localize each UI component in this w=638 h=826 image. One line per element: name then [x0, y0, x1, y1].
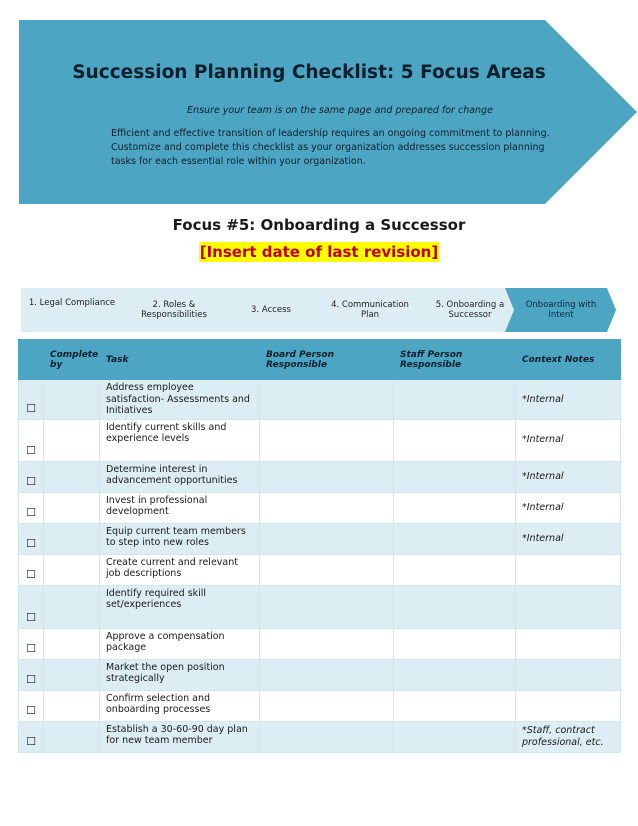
header-checkbox	[19, 340, 44, 380]
step-1-label[interactable]: 1. Legal Compliance	[28, 298, 116, 308]
notes-cell[interactable]	[516, 690, 621, 721]
complete-by-cell[interactable]	[44, 380, 100, 420]
complete-by-cell[interactable]	[44, 690, 100, 721]
board-person-cell[interactable]	[260, 419, 394, 461]
board-person-cell[interactable]	[260, 523, 394, 554]
header-context-notes: Context Notes	[516, 340, 621, 380]
revision-date-placeholder[interactable]: [Insert date of last revision]	[199, 243, 439, 261]
task-cell: Equip current team members to step into new roles	[100, 523, 260, 554]
task-checkbox[interactable]: ☐	[19, 585, 44, 628]
table-row	[19, 380, 621, 420]
task-checkbox[interactable]: ☐	[19, 492, 44, 523]
table-row	[19, 628, 621, 659]
complete-by-cell[interactable]	[44, 554, 100, 585]
step-5-label[interactable]: 5. Onboarding a Successor	[435, 300, 505, 320]
complete-by-cell[interactable]	[44, 628, 100, 659]
task-checkbox[interactable]: ☐	[19, 419, 44, 461]
staff-person-cell[interactable]	[394, 492, 516, 523]
notes-cell[interactable]: *Internal	[516, 461, 621, 492]
complete-by-cell[interactable]	[44, 721, 100, 752]
table-row	[19, 585, 621, 628]
task-checkbox[interactable]: ☐	[19, 659, 44, 690]
task-checkbox[interactable]: ☐	[19, 380, 44, 420]
board-person-cell[interactable]	[260, 659, 394, 690]
table-row	[19, 721, 621, 752]
table-header-row	[19, 340, 621, 380]
complete-by-cell[interactable]	[44, 492, 100, 523]
notes-cell[interactable]: *Internal	[516, 419, 621, 461]
task-cell: Determine interest in advancement opportunities	[100, 461, 260, 492]
step-3-label[interactable]: 3. Access	[251, 305, 291, 315]
task-cell: Establish a 30-60-90 day plan for new team member	[100, 721, 260, 752]
board-person-cell[interactable]	[260, 380, 394, 420]
checklist-table	[18, 339, 621, 753]
banner-description: Efficient and effective transition of leadership requires an ongoing commitment to planning. Customize and complete this checklist as your organization addresses succession planning tasks for each essential role within your organization.	[111, 128, 550, 167]
task-cell: Approve a compensation package	[100, 628, 260, 659]
task-checkbox[interactable]: ☐	[19, 628, 44, 659]
complete-by-cell[interactable]	[44, 523, 100, 554]
task-checkbox[interactable]: ☐	[19, 690, 44, 721]
notes-cell[interactable]: *Internal	[516, 380, 621, 420]
task-cell: Confirm selection and onboarding processes	[100, 690, 260, 721]
table-row	[19, 461, 621, 492]
complete-by-cell[interactable]	[44, 659, 100, 690]
task-cell: Market the open position strategically	[100, 659, 260, 690]
task-checkbox[interactable]: ☐	[19, 461, 44, 492]
board-person-cell[interactable]	[260, 461, 394, 492]
table-row	[19, 554, 621, 585]
complete-by-cell[interactable]	[44, 419, 100, 461]
staff-person-cell[interactable]	[394, 690, 516, 721]
board-person-cell[interactable]	[260, 690, 394, 721]
staff-person-cell[interactable]	[394, 380, 516, 420]
notes-cell[interactable]	[516, 585, 621, 628]
complete-by-cell[interactable]	[44, 461, 100, 492]
task-checkbox[interactable]: ☐	[19, 523, 44, 554]
table-row	[19, 419, 621, 461]
staff-person-cell[interactable]	[394, 659, 516, 690]
board-person-cell[interactable]	[260, 628, 394, 659]
task-cell: Invest in professional development	[100, 492, 260, 523]
header-staff-person: Staff Person Responsible	[394, 340, 516, 380]
task-cell: Create current and relevant job descriptions	[100, 554, 260, 585]
board-person-cell[interactable]	[260, 585, 394, 628]
staff-person-cell[interactable]	[394, 628, 516, 659]
step-4-label[interactable]: 4. Communication Plan	[331, 300, 409, 320]
table-row	[19, 690, 621, 721]
complete-by-cell[interactable]	[44, 585, 100, 628]
staff-person-cell[interactable]	[394, 419, 516, 461]
notes-cell[interactable]: *Internal	[516, 492, 621, 523]
notes-cell[interactable]: *Internal	[516, 523, 621, 554]
staff-person-cell[interactable]	[394, 523, 516, 554]
board-person-cell[interactable]	[260, 721, 394, 752]
staff-person-cell[interactable]	[394, 721, 516, 752]
table-row	[19, 492, 621, 523]
task-checkbox[interactable]: ☐	[19, 554, 44, 585]
task-checkbox[interactable]: ☐	[19, 721, 44, 752]
notes-cell[interactable]	[516, 628, 621, 659]
task-cell: Address employee satisfaction- Assessments and Initiatives	[100, 380, 260, 420]
staff-person-cell[interactable]	[394, 554, 516, 585]
page-title: Succession Planning Checklist: 5 Focus Areas	[72, 62, 546, 83]
header-task: Task	[100, 340, 260, 380]
notes-cell[interactable]	[516, 659, 621, 690]
step-2-label[interactable]: 2. Roles & Responsibilities	[141, 300, 207, 320]
task-cell: Identify current skills and experience levels	[100, 419, 260, 461]
notes-cell[interactable]: *Staff, contract professional, etc.	[516, 721, 621, 752]
staff-person-cell[interactable]	[394, 461, 516, 492]
header-board-person: Board Person Responsible	[260, 340, 394, 380]
notes-cell[interactable]	[516, 554, 621, 585]
header-complete-by: Complete by	[44, 340, 100, 380]
board-person-cell[interactable]	[260, 492, 394, 523]
table-row	[19, 659, 621, 690]
focus-heading: Focus #5: Onboarding a Successor	[172, 216, 466, 234]
step-6-label[interactable]: Onboarding with Intent	[525, 300, 597, 320]
banner-subtitle: Ensure your team is on the same page and prepared for change	[187, 105, 493, 116]
task-cell: Identify required skill set/experiences	[100, 585, 260, 628]
table-row	[19, 523, 621, 554]
staff-person-cell[interactable]	[394, 585, 516, 628]
board-person-cell[interactable]	[260, 554, 394, 585]
